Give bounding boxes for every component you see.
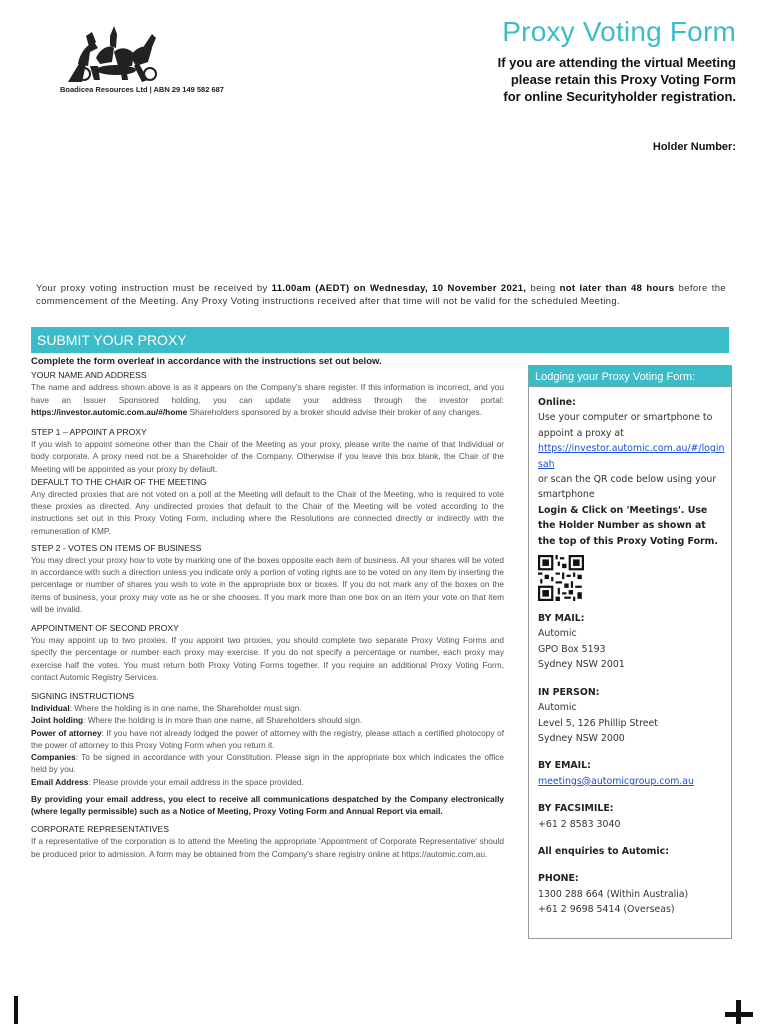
- submit-proxy-banner: SUBMIT YOUR PROXY: [31, 327, 729, 353]
- page-title: Proxy Voting Form: [502, 16, 736, 47]
- online-qr-text: or scan the QR code below using your smartphone: [538, 474, 717, 501]
- fax-label: BY FACSIMILE:: [538, 803, 614, 815]
- signing-text: : Where the holding is in more than one name, all Shareholders should sign.: [83, 715, 363, 726]
- fax-number: +61 2 8583 3040: [538, 818, 621, 830]
- lodging-content: [538, 395, 726, 918]
- section-heading: CORPORATE REPRESENTATIVES: [31, 824, 169, 835]
- mail-line: Sydney NSW 2001: [538, 659, 625, 671]
- section-text: You may direct your proxy how to vote by marking one of the boxes opposite each item of business. All your shares will be voted in accordance with such a direction unless you indicate only a portion of voting rights are to be voted on any item by inserting the percentage or number of shares you wish to vote in the appropriate box or boxes. If you do not mark any of the boxes on the items of business, your proxy may vote as he or she chooses. If you mark more than one box on an item your vote on that item will be invalid.: [31, 555, 504, 614]
- online-text: Use your computer or smartphone to appoint a proxy at: [538, 412, 713, 439]
- instructions-column: [31, 356, 504, 860]
- online-voting-link[interactable]: https://investor.automic.com.au/#/loginsah: [538, 443, 725, 470]
- signing-text: : If you have not already lodged the power of attorney with the registry, please attach a certified photocopy of the power of attorney to this Proxy Voting Form when you return it.: [31, 727, 505, 750]
- email-label: BY EMAIL:: [538, 760, 591, 772]
- mail-label: BY MAIL:: [538, 613, 585, 625]
- in-person-line: Automic: [538, 702, 577, 714]
- signing-text: : Where the holding is in one name, the Shareholder must sign.: [69, 703, 302, 714]
- phone-line: 1300 288 664 (Within Australia): [538, 888, 689, 900]
- signing-item: [31, 702, 504, 714]
- enquiries-label: All enquiries to Automic:: [538, 845, 669, 857]
- signing-item: [31, 776, 504, 788]
- online-label: Online:: [538, 397, 576, 408]
- registration-plus-icon: [736, 1000, 741, 1024]
- spacer: [538, 673, 726, 685]
- text-span: The name and address shown above is as it appears on the Company's share register. If this information is incorrect, and you have an Issuer Sponsored holding, you can update your address through the investor portal:: [31, 382, 504, 405]
- spacer: [538, 746, 726, 758]
- in-person-label: IN PERSON:: [538, 686, 600, 698]
- investor-portal-link[interactable]: https://investor.automic.com.au/#/home: [31, 406, 188, 417]
- registration-mark: [14, 996, 18, 1024]
- signing-item: [31, 751, 504, 775]
- attendance-notice: [316, 54, 736, 105]
- phone-line: +61 2 9698 5414 (Overseas): [538, 904, 675, 916]
- deadline-date: 11.00am (AEDT) on Wednesday, 10 November 2021,: [271, 283, 527, 294]
- signing-label: Individual: [31, 703, 70, 714]
- mail-line: Automic: [538, 628, 577, 640]
- phone-label: PHONE:: [538, 873, 579, 885]
- in-person-line: Level 5, 126 Phillip Street: [538, 717, 658, 729]
- spacer: [538, 859, 726, 871]
- section-text: If you wish to appoint someone other than the Chair of the Meeting as your proxy, please write the name of that Individual or body corporate. A proxy need not be a Shareholder of the Company. Otherwise if you leave this box blank, the Chair of the Meeting will be appointed as your proxy by default.: [31, 439, 504, 474]
- signing-label: Joint holding: [31, 715, 84, 726]
- company-logo: [60, 22, 170, 84]
- email-link[interactable]: meetings@automicgroup.com.au: [538, 775, 694, 787]
- lodging-title: Lodging your Proxy Voting Form:: [528, 365, 732, 387]
- in-person-line: Sydney NSW 2000: [538, 732, 625, 744]
- section-text: [31, 381, 504, 418]
- notice-line: please retain this Proxy Voting Form: [510, 72, 736, 87]
- signing-text: : To be signed in accordance with your Constitution. Please sign in the appropriate box which indicates the office held by you.: [31, 752, 504, 775]
- section-heading: STEP 2 - VOTES ON ITEMS OF BUSINESS: [31, 542, 202, 553]
- qr-code-icon[interactable]: [538, 555, 584, 601]
- signing-label: Email Address: [31, 776, 89, 787]
- spacer: [538, 832, 726, 844]
- deadline-text: Your proxy voting instruction must be received by: [36, 283, 272, 294]
- notice-line: If you are attending the virtual Meeting: [497, 55, 736, 70]
- email-consent-text: By providing your email address, you elect to receive all communications despatched by the Company electronically (where legally permissible) such as a Notice of Meeting, Proxy Voting Form and Annual Report via email.: [31, 793, 504, 816]
- deadline-notice: [36, 282, 726, 309]
- instructions-intro: Complete the form overleaf in accordance with the instructions set out below.: [31, 356, 382, 367]
- signing-text: : Please provide your email address in the space provided.: [88, 776, 304, 787]
- section-text: If a representative of the corporation is to attend the Meeting the appropriate 'Appointment of Corporate Representative' should be produced prior to admission. A form may be obtained from the Company's share registry online at https://automic.com.au.: [31, 836, 504, 859]
- section-heading: DEFAULT TO THE CHAIR OF THE MEETING: [31, 476, 207, 487]
- signing-item: [31, 727, 504, 751]
- signing-label: Companies: [31, 752, 76, 763]
- holder-number-label: Holder Number:: [652, 141, 736, 153]
- section-text: You may appoint up to two proxies. If you appoint two proxies, you should complete two separate Proxy Voting Forms and specify the percentage or number each proxy may exercise. If you do not specify a percentage or number, each proxy may exercise half the votes. You must return both Proxy Voting Forms together. If you require an additional Proxy Voting Form, contact Automic Registry Services.: [31, 635, 504, 682]
- section-heading: SIGNING INSTRUCTIONS: [31, 691, 135, 702]
- deadline-window: not later than 48 hours: [559, 283, 675, 294]
- signing-label: Power of attorney: [31, 727, 102, 738]
- section-heading: STEP 1 – APPOINT A PROXY: [31, 427, 147, 438]
- section-heading: YOUR NAME AND ADDRESS: [31, 370, 147, 381]
- spacer: [538, 789, 726, 801]
- company-name: Boadicea Resources Ltd | ABN 29 149 582 687: [60, 85, 224, 94]
- text-span: Shareholders sponsored by a broker should advise their broker of any changes.: [187, 406, 483, 417]
- signing-item: [31, 714, 504, 726]
- notice-line: for online Securityholder registration.: [503, 89, 736, 104]
- section-text: Any directed proxies that are not voted on a poll at the Meeting will default to the Chair of the Meeting, who is required to vote these proxies as directed. Any undirected proxies that default to the Chair of the Meeting will be voted according to the instructions set out in this Proxy Voting Form, including where the Resolutions are connected directly or indirectly with the remuneration of KMP.: [31, 489, 504, 536]
- deadline-text: being: [526, 283, 560, 294]
- online-instructions: Login & Click on 'Meetings'. Use the Holder Number as shown at the top of this Proxy Voting Form.: [538, 504, 718, 547]
- mail-line: GPO Box 5193: [538, 643, 606, 655]
- section-heading: APPOINTMENT OF SECOND PROXY: [31, 623, 179, 634]
- deadline-text: before the commencement of the Meeting. Any Proxy Voting instructions received after that time will not be valid for the scheduled Meeting.: [36, 283, 726, 308]
